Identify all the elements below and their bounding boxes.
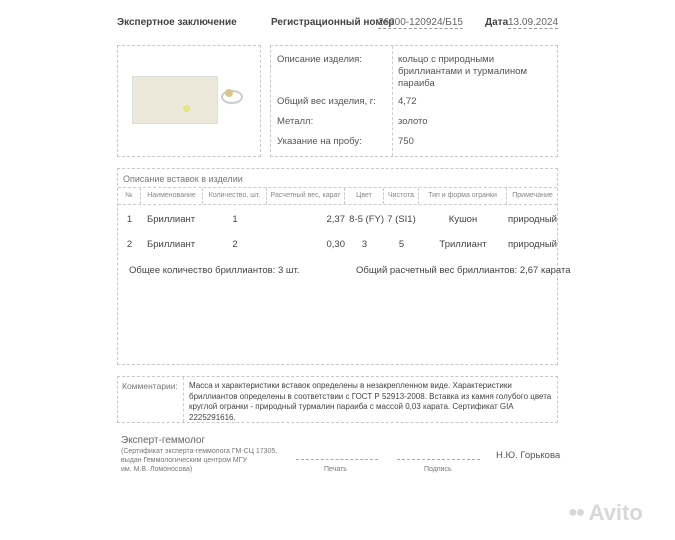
cell-quantity: 2 bbox=[232, 239, 238, 250]
comments-box bbox=[117, 376, 558, 423]
col-number: № bbox=[118, 188, 141, 204]
cell-quantity: 1 bbox=[232, 214, 238, 225]
expert-name: Н.Ю. Горькова bbox=[496, 450, 561, 461]
stamp-line bbox=[296, 459, 378, 460]
total-weight: Общий расчетный вес бриллиантов: 2,67 карата bbox=[356, 265, 571, 276]
cell-number: 1 bbox=[126, 214, 133, 225]
cell-clarity: 5 bbox=[398, 239, 405, 250]
inserts-table-header bbox=[118, 187, 557, 205]
avito-logo-icon: ●● bbox=[568, 504, 584, 521]
col-weight: Расчетный вес, карат bbox=[267, 188, 345, 204]
inserts-box bbox=[117, 168, 571, 365]
comments-text: Масса и характеристики вставок определены в незакрепленном виде. Характеристики бриллиантов определены в соответствии с ГОСТ Р 52913-2008. Вставка из камня голубого цвета круглой огранки - природный турмалин параиба с массой 0,03 карата. Сертификат GIA 2225291616. bbox=[189, 381, 552, 422]
cell-weight: 0,30 bbox=[326, 239, 345, 250]
metal-value: золото bbox=[398, 116, 428, 127]
cell-name: Бриллиант bbox=[147, 239, 196, 250]
date-value: 13.09.2024 bbox=[508, 17, 559, 28]
item-weight-label: Общий вес изделия, г: bbox=[277, 96, 376, 107]
col-quantity: Количество, шт. bbox=[203, 188, 267, 204]
cell-clarity: 7 (SI1) bbox=[387, 214, 416, 225]
photo-box bbox=[117, 45, 261, 157]
item-weight-value: 4,72 bbox=[398, 96, 417, 107]
avito-watermark: ●● Avito bbox=[568, 500, 643, 525]
reg-number-label: Регистрационный номер bbox=[271, 17, 395, 28]
cell-name: Бриллиант bbox=[147, 214, 196, 225]
col-cut: Тип и форма огранки bbox=[419, 188, 507, 204]
signature-label: Подпись bbox=[424, 466, 452, 473]
cell-cut: Кушон bbox=[448, 214, 478, 225]
stamp-label: Печать bbox=[324, 466, 347, 473]
cell-cut: Триллиант bbox=[439, 239, 487, 250]
signature-line bbox=[397, 459, 480, 460]
inserts-title: Описание вставок в изделии bbox=[123, 174, 243, 184]
reg-number-value: 26200-120924/Б15 bbox=[378, 17, 463, 28]
cell-weight: 2,37 bbox=[326, 214, 345, 225]
col-clarity: Чистота bbox=[384, 188, 419, 204]
expert-cert-line3: им. М.В. Ломоносова) bbox=[121, 466, 193, 473]
table-row bbox=[118, 239, 557, 253]
cell-note: природный bbox=[507, 214, 557, 225]
col-note: Примечание bbox=[512, 192, 553, 199]
total-count: Общее количество бриллиантов: 3 шт. bbox=[129, 265, 300, 276]
item-info-box bbox=[270, 45, 558, 157]
col-name: Наименование bbox=[141, 188, 203, 204]
hallmark-value: 750 bbox=[398, 136, 414, 147]
expert-cert-line1: (Сертификат эксперта-геммолога ГМ-СЦ 17305, bbox=[121, 448, 278, 455]
table-row bbox=[118, 214, 557, 228]
document-title: Экспертное заключение bbox=[117, 17, 237, 28]
expert-role: Эксперт-геммолог bbox=[121, 435, 206, 446]
ring-image bbox=[221, 90, 243, 104]
certificate-image bbox=[132, 76, 218, 124]
comments-label: Комментарии: bbox=[122, 381, 178, 391]
hallmark-label: Указание на пробу: bbox=[277, 136, 362, 147]
item-description-label: Описание изделия: bbox=[277, 54, 362, 65]
date-label: Дата bbox=[485, 17, 509, 28]
cell-number: 2 bbox=[126, 239, 133, 250]
cell-color: 3 bbox=[361, 239, 368, 250]
cell-note: природный bbox=[507, 239, 557, 250]
cell-color: 8-5 (FY) bbox=[349, 214, 384, 225]
col-color: Цвет bbox=[345, 188, 384, 204]
metal-label: Металл: bbox=[277, 116, 314, 127]
item-description-value: кольцо с природными бриллиантами и турмалином параиба bbox=[398, 54, 528, 89]
expert-cert-line2: выдан Геммологическим центром МГУ bbox=[121, 457, 247, 464]
